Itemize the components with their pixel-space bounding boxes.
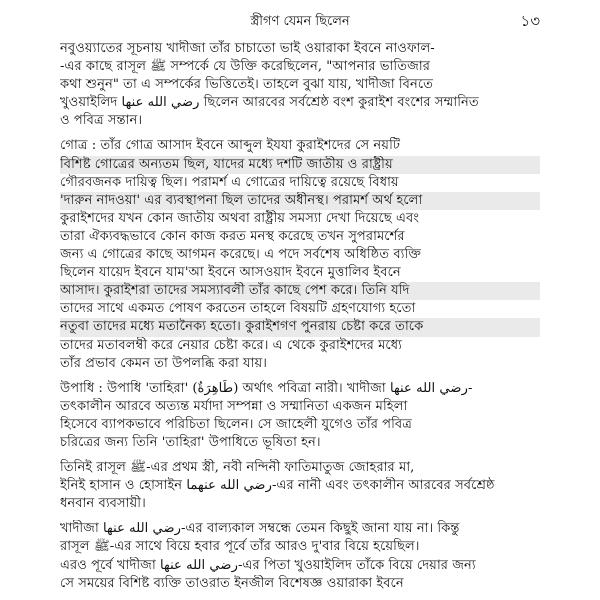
text-line: -এর কাছে রাসূল ﷺ সম্পর্কে যে উক্তি করেছিলেন, "আপনার ভাতিজার bbox=[60, 59, 430, 75]
text-line: রাসূল ﷺ-এর সাথে বিয়ে হবার পূর্বে তাঁর আরও দু'বার বিয়ে হয়েছিল। bbox=[60, 539, 420, 555]
text-line: তৎকালীন আরবে অত্যন্ত মর্যাদা সম্পন্না ও সম্মানিতা একজন মহিলা bbox=[60, 398, 408, 414]
text-line: ধনবান ব্যবসায়ী। bbox=[60, 496, 146, 512]
text-line: 'দারুন নাদওয়া' এর ব্যবস্থাপনা ছিল তাদের অধীনস্থ। পরামর্শ অর্থ হলো bbox=[60, 192, 540, 210]
text-line: জন্য এ গোত্রের কাছে আগমন করেছে। এ পদে সর্বশেষ অধিষ্ঠিত ব্যক্তি bbox=[60, 247, 422, 263]
text-line: চরিত্রের জন্য তিনি 'তাহিরা' উপাধিতে ভূষিতা হন। bbox=[60, 434, 321, 450]
text-line: বিশিষ্ট গোত্রের অন্যতম ছিল, যাদের মধ্যে দশটি জাতীয় ও রাষ্ট্রীয় bbox=[60, 156, 540, 174]
text-line: কুরাইশদের যখন কোন জাতীয় অথবা রাষ্ট্রীয় সমস্যা দেখা দিয়েছে এবং bbox=[60, 210, 420, 226]
paragraph-lineage bbox=[60, 40, 540, 130]
page-header bbox=[60, 10, 540, 36]
paragraph-first-wife bbox=[60, 459, 540, 513]
body-text bbox=[60, 40, 540, 593]
text-line: হিসেবে ব্যাপকভাবে পরিচিতা ছিলেন। সে জাহেলী যুগেও তাঁর পবিত্র bbox=[60, 416, 412, 432]
text-line: কথা শুনুন" তা এ সম্পর্কের ভিত্তিতেই। তাহলে বুঝা যায়, খাদীজা বিনতে bbox=[60, 77, 434, 93]
text-line: আসাদ। কুরাইশরা তাদের সমস্যাবলী তাঁর কাছে পেশ করে। তিনি যদি bbox=[60, 282, 540, 300]
text-line: ও পবিত্র সন্তান। bbox=[60, 113, 143, 129]
text-line: গোত্র : তাঁর গোত্র আসাদ ইবনে আব্দুল ইযযা কুরাইশদের সে নয়টি bbox=[60, 138, 401, 154]
text-line: তিনিই রাসূল ﷺ-এর প্রথম স্ত্রী, নবী নন্দিনী ফাতিমাতুজ জোহরার মা, bbox=[60, 460, 415, 476]
text-line: তাদের মতাবলম্বী করে নেয়ার চেষ্টা করে। এ থেকে কুরাইশদের মধ্যে bbox=[60, 337, 402, 353]
page-number: ১৩ bbox=[520, 12, 540, 30]
text-line: নবুওয়্যাতের সূচনায় খাদীজা তাঁর চাচাতো ভাই ওয়ারাকা ইবনে নাওফাল- bbox=[60, 41, 435, 56]
text-line: এরও পূর্বে খাদীজা رضي الله عنها-এর পিতা খুওয়াইলিদ তাঁকে বিয়ে দেয়ার জন্য bbox=[60, 557, 476, 573]
text-line: তারা ঐক্যবদ্ধভাবে কোন কাজ করত মনস্থ করেছে তখন সুপরামর্শের bbox=[60, 228, 405, 244]
text-line: উপাধি : উপাধি 'তাহিরা' (طَاهِرَةٌ) অর্থাৎ পবিত্রা নারী। খাদীজা رضي الله عنها- bbox=[60, 380, 473, 396]
text-line: খুওয়াইলিদ رضي الله عنها ছিলেন আরবের সর্বশ্রেষ্ঠ বংশ কুরাইশ বংশের সম্মানিত bbox=[60, 95, 479, 111]
text-line: গৌরবজনক দায়িত্ব ছিল। পরামর্শ এ গোত্রের দায়িত্বে রয়েছে বিধায় bbox=[60, 174, 399, 190]
text-line: সে সময়ের বিশিষ্ট ব্যক্তি তাওরাত ইনজীল বিশেষজ্ঞ ওয়ারাকা ইবনে bbox=[60, 575, 404, 591]
paragraph-title bbox=[60, 380, 540, 452]
text-line: তাদের সাথে একমত পোষণ করতেন তাহলে বিষয়টি গ্রহণযোগ্য হতো bbox=[60, 301, 416, 317]
text-line: খাদীজা رضي الله عنها-এর বাল্যকাল সম্বন্ধে তেমন কিছুই জানা যায় না। কিন্তু bbox=[60, 521, 460, 537]
paragraph-clan bbox=[60, 137, 540, 372]
text-line: ইনিই হাসান ও হোসাইন رضي الله عنهما-এর নানী এবং তৎকালীন আরবের সর্বশ্রেষ্ঠ bbox=[60, 478, 495, 494]
text-line: তাঁর প্রভাব কেমন তা উপলব্ধি করা যায়। bbox=[60, 355, 267, 371]
paragraph-childhood bbox=[60, 520, 540, 592]
text-line: ছিলেন যায়েদ ইবনে যাম'আ ইবনে আসওয়াদ ইবনে মুত্তালিব ইবনে bbox=[60, 265, 401, 281]
running-title: স্ত্রীগণ যেমন ছিলেন bbox=[250, 14, 350, 29]
text-line: নতুবা তাদের মধ্যে মতানৈক্য হতো। কুরাইশগণ পুনরায় চেষ্টা করে তাকে bbox=[60, 318, 540, 336]
